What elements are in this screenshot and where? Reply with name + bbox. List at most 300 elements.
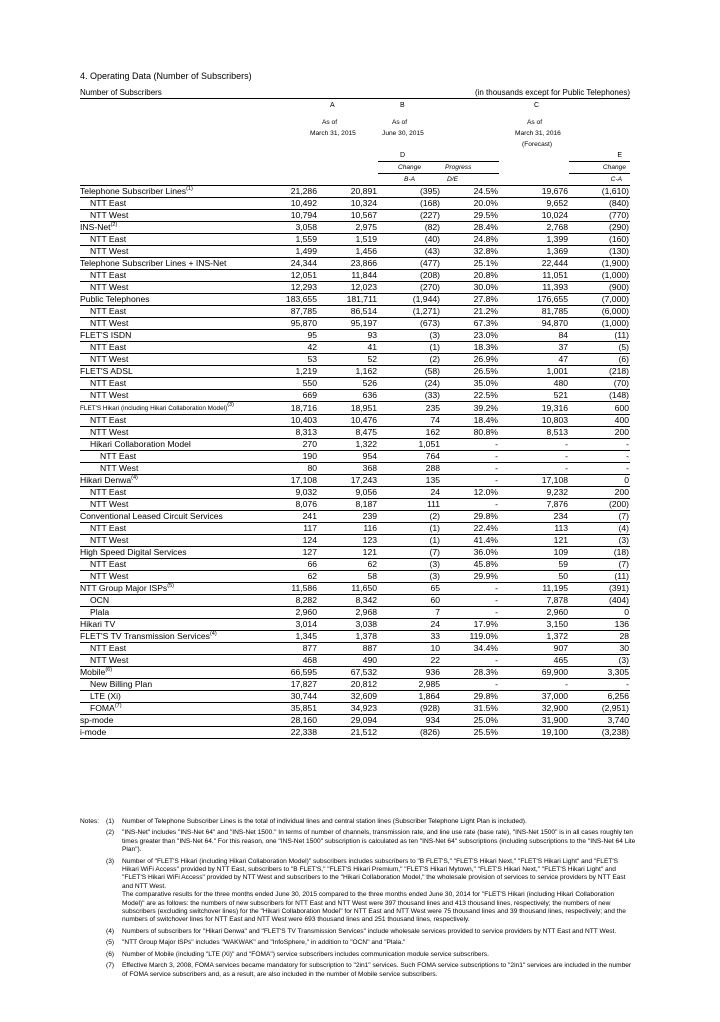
cell-a: 62 <box>258 571 318 583</box>
row-label: Conventional Leased Circuit Services <box>80 511 258 523</box>
cell-ca: (5) <box>569 342 630 354</box>
cell-a: 24,344 <box>258 258 318 270</box>
cell-b: 2,968 <box>318 607 378 619</box>
cell-b: 18,951 <box>318 402 378 415</box>
col-b-date2: June 30, 2015 <box>382 130 424 137</box>
cell-ca: (218) <box>569 366 630 378</box>
cell-a: 183,655 <box>258 294 318 306</box>
cell-a: 95,870 <box>258 318 318 330</box>
cell-b: 20,891 <box>318 186 378 198</box>
cell-de: 35.0% <box>441 378 499 390</box>
table-row <box>80 511 630 523</box>
cell-c: 69,900 <box>499 667 569 679</box>
cell-ca: (1,000) <box>569 270 630 282</box>
footnote-number: (1) <box>106 818 115 825</box>
cell-c: 11,051 <box>499 270 569 282</box>
cell-de: 26.5% <box>441 366 499 378</box>
cell-de: 17.9% <box>441 619 499 631</box>
cell-a: 11,586 <box>258 583 318 595</box>
row-label: NTT East <box>80 643 258 655</box>
cell-b: 32,609 <box>318 691 378 703</box>
cell-b: 526 <box>318 378 378 390</box>
cell-a: 35,851 <box>258 703 318 715</box>
table-row <box>80 463 630 475</box>
cell-de: - <box>441 595 499 607</box>
col-a-date1: As of <box>322 119 338 126</box>
row-label: FLET'S ISDN <box>80 330 258 342</box>
cell-ca: (200) <box>569 499 630 511</box>
cell-c: 50 <box>499 571 569 583</box>
cell-c: 10,024 <box>499 210 569 222</box>
cell-b: 1,456 <box>318 246 378 258</box>
header-date-row-2 <box>80 128 630 139</box>
cell-a: 468 <box>258 655 318 667</box>
cell-de: 32.8% <box>441 246 499 258</box>
cell-ba: 162 <box>378 427 441 439</box>
table-row <box>80 679 630 691</box>
cell-c: 19,100 <box>499 727 569 739</box>
cell-de: - <box>441 655 499 667</box>
cell-a: 3,014 <box>258 619 318 631</box>
cell-de: 26.9% <box>441 354 499 366</box>
cell-a: 10,492 <box>258 198 318 210</box>
row-label: NTT East <box>80 523 258 535</box>
cell-de: 22.5% <box>441 390 499 402</box>
cell-ba: (928) <box>378 703 441 715</box>
cell-ca: (11) <box>569 571 630 583</box>
cell-ba: 135 <box>378 475 441 487</box>
cell-ba: (3) <box>378 330 441 342</box>
cell-ba: 235 <box>378 402 441 415</box>
cell-de: - <box>441 463 499 475</box>
cell-a: 17,108 <box>258 475 318 487</box>
cell-ba: 74 <box>378 415 441 427</box>
row-label: NTT East <box>80 306 258 318</box>
footnote <box>80 928 636 936</box>
cell-a: 117 <box>258 523 318 535</box>
col-b-letter: B <box>400 102 405 109</box>
cell-ba: 2,985 <box>378 679 441 691</box>
subheading-left: Number of Subscribers <box>80 88 162 97</box>
col-change: Change <box>378 162 441 174</box>
cell-ba: (1) <box>378 523 441 535</box>
cell-ca: 6,256 <box>569 691 630 703</box>
cell-a: 9,032 <box>258 487 318 499</box>
cell-a: 28,160 <box>258 715 318 727</box>
cell-de: 31.5% <box>441 703 499 715</box>
cell-a: 12,293 <box>258 282 318 294</box>
cell-ba: (58) <box>378 366 441 378</box>
cell-ca: (7) <box>569 559 630 571</box>
cell-ca: (1,000) <box>569 318 630 330</box>
cell-de: 20.0% <box>441 198 499 210</box>
col-c-date2: March 31, 2016 <box>515 130 561 137</box>
cell-b: 20,812 <box>318 679 378 691</box>
footnote-text: Effective March 3, 2008, FOMA services became mandatory for subscription to "2in1" services. Such FOMA service subscriptions to "2in1" services are included in the number of FOMA service subscribers and, as a result, are also included in the number of Mobile service subscribers. <box>122 962 632 978</box>
cell-b: 490 <box>318 655 378 667</box>
cell-a: 877 <box>258 643 318 655</box>
row-label: INS-Net$^{(2)}$ <box>80 222 258 234</box>
footnote-ref: (2) <box>110 222 118 228</box>
cell-c: - <box>499 451 569 463</box>
cell-de: - <box>441 499 499 511</box>
cell-b: 86,514 <box>318 306 378 318</box>
table-row <box>80 667 630 679</box>
row-label: FLET'S Hikari (including Hikari Collaboration Model)$^{(3)}$ <box>80 402 258 415</box>
row-label: NTT West <box>80 318 258 330</box>
col-a-date2: March 31, 2015 <box>310 130 356 137</box>
cell-a: 87,785 <box>258 306 318 318</box>
subheading-right: (in thousands except for Public Telephones) <box>474 88 630 97</box>
cell-de: 29.5% <box>441 210 499 222</box>
cell-ba: 764 <box>378 451 441 463</box>
cell-a: 22,338 <box>258 727 318 739</box>
cell-ca: 0 <box>569 475 630 487</box>
row-label: NTT East <box>80 270 258 282</box>
cell-b: 116 <box>318 523 378 535</box>
cell-ba: 65 <box>378 583 441 595</box>
cell-de: 80.8% <box>441 427 499 439</box>
row-label: NTT East <box>80 198 258 210</box>
cell-ca: (3,238) <box>569 727 630 739</box>
cell-c: 480 <box>499 378 569 390</box>
cell-a: 8,076 <box>258 499 318 511</box>
cell-ca: (1,610) <box>569 186 630 198</box>
cell-c: 3,150 <box>499 619 569 631</box>
cell-c: 19,676 <box>499 186 569 198</box>
cell-ba: 111 <box>378 499 441 511</box>
cell-c: 907 <box>499 643 569 655</box>
table-row <box>80 475 630 487</box>
cell-de: 21.2% <box>441 306 499 318</box>
footnote-text: Number of Telephone Subscriber Lines is the total of individual lines and central station lines (Subscriber Telephone Light Plan is included). <box>122 818 527 825</box>
cell-ca: (1,900) <box>569 258 630 270</box>
cell-b: 3,038 <box>318 619 378 631</box>
cell-b: 8,187 <box>318 499 378 511</box>
cell-c: - <box>499 679 569 691</box>
cell-ca: (770) <box>569 210 630 222</box>
cell-ba: (477) <box>378 258 441 270</box>
cell-de: 23.0% <box>441 330 499 342</box>
cell-b: 17,243 <box>318 475 378 487</box>
row-label: High Speed Digital Services <box>80 547 258 559</box>
cell-b: 11,650 <box>318 583 378 595</box>
cell-ba: (673) <box>378 318 441 330</box>
cell-a: 550 <box>258 378 318 390</box>
footnote-number: (7) <box>106 962 115 970</box>
cell-b: 239 <box>318 511 378 523</box>
section-title: 4. Operating Data (Number of Subscribers) <box>80 71 252 81</box>
cell-ba: 24 <box>378 487 441 499</box>
row-label: NTT East <box>80 378 258 390</box>
cell-de: - <box>441 475 499 487</box>
cell-ca: 600 <box>569 402 630 415</box>
footnote-number: (5) <box>106 939 115 947</box>
cell-ca: 30 <box>569 643 630 655</box>
cell-b: 67,532 <box>318 667 378 679</box>
cell-c: 1,001 <box>499 366 569 378</box>
cell-de: 12.0% <box>441 487 499 499</box>
table-row <box>80 270 630 282</box>
table-row <box>80 306 630 318</box>
header-change-row <box>80 162 630 174</box>
cell-b: 34,923 <box>318 703 378 715</box>
cell-a: 8,282 <box>258 595 318 607</box>
col-c-date3: (Forecast) <box>522 141 553 148</box>
cell-ba: (3) <box>378 559 441 571</box>
footnote-ref: (4) <box>131 475 138 481</box>
cell-a: 10,794 <box>258 210 318 222</box>
row-label: NTT East <box>80 342 258 354</box>
cell-ca: (148) <box>569 390 630 402</box>
cell-c: 1,399 <box>499 234 569 246</box>
cell-a: 21,286 <box>258 186 318 198</box>
cell-b: 21,512 <box>318 727 378 739</box>
cell-a: 30,744 <box>258 691 318 703</box>
table-row <box>80 366 630 378</box>
cell-de: 27.8% <box>441 294 499 306</box>
cell-ca: (391) <box>569 583 630 595</box>
cell-de: 29.9% <box>441 571 499 583</box>
cell-ca: (70) <box>569 378 630 390</box>
footnote <box>80 829 636 854</box>
table-row <box>80 354 630 366</box>
table-row <box>80 378 630 390</box>
cell-a: 1,345 <box>258 631 318 643</box>
cell-ba: (395) <box>378 186 441 198</box>
cell-c: 32,900 <box>499 703 569 715</box>
row-label: NTT West <box>80 499 258 511</box>
cell-ca: (160) <box>569 234 630 246</box>
cell-c: 10,803 <box>499 415 569 427</box>
cell-b: 8,475 <box>318 427 378 439</box>
cell-ba: (1) <box>378 342 441 354</box>
footnote-text: "INS-Net" includes "INS-Net 64" and "INS-Net 1500." In terms of number of channels, transmission rate, and line use rate (base rate), "INS-Net 1500" is in all cases roughly ten times greater than "INS-Net 64." For this reason, one "INS-Net 1500" subscription is calculated as ten "INS-Net 64" subscriptions (including subscriptions to the "INS-Net 64 Lite Plan"). <box>122 829 636 854</box>
cell-a: 1,219 <box>258 366 318 378</box>
footnote-text-continued: The comparative results for the three months ended June 30, 2015 compared to the three months ended June 30, 2014 for "FLET'S Hikari (including Hikari Collaboration Model)" are as follows: the numbers of new subscribers for NTT East and NTT West were 397 thousand lines and 413 thousand lines, respectively; the numbers of new subscribers (excluding switchover lines) for the "Hikari Collaboration Model" for NTT East and NTT West were 75 thousand lines and 39 thousand lines, respectively; and the numbers of switchover lines for NTT East and NTT West were 693 thousand lines and 251 thousand lines, respectively. <box>122 891 626 924</box>
cell-ca: (3) <box>569 535 630 547</box>
table-row <box>80 619 630 631</box>
cell-de: 28.4% <box>441 222 499 234</box>
cell-ca: 200 <box>569 427 630 439</box>
row-label: Telephone Subscriber Lines + INS-Net <box>80 258 258 270</box>
cell-c: 22,444 <box>499 258 569 270</box>
cell-de: 29.8% <box>441 691 499 703</box>
table-row <box>80 330 630 342</box>
cell-ba: 33 <box>378 631 441 643</box>
cell-ca: (404) <box>569 595 630 607</box>
cell-ba: (270) <box>378 282 441 294</box>
cell-ba: 1,051 <box>378 439 441 451</box>
cell-ca: (900) <box>569 282 630 294</box>
row-label: NTT West <box>80 655 258 667</box>
footnotes <box>80 818 636 982</box>
cell-c: 176,655 <box>499 294 569 306</box>
cell-ba: (168) <box>378 198 441 210</box>
col-de: D/E <box>441 174 499 186</box>
footnote <box>80 951 636 959</box>
footnote <box>80 939 636 947</box>
cell-de: 67.3% <box>441 318 499 330</box>
footnote-ref: (3) <box>227 402 234 408</box>
cell-b: 2,975 <box>318 222 378 234</box>
table-row <box>80 595 630 607</box>
row-label: OCN <box>80 595 258 607</box>
cell-de: 24.8% <box>441 234 499 246</box>
footnote-ref: (4) <box>209 631 217 637</box>
table-row <box>80 715 630 727</box>
cell-ca: - <box>569 463 630 475</box>
table-row <box>80 210 630 222</box>
cell-ca: 3,740 <box>569 715 630 727</box>
cell-c: 113 <box>499 523 569 535</box>
cell-c: 9,652 <box>499 198 569 210</box>
row-label: NTT West <box>80 535 258 547</box>
cell-c: 37,000 <box>499 691 569 703</box>
table-row <box>80 571 630 583</box>
cell-ca: (11) <box>569 330 630 342</box>
footnote-text: Number of "FLET'S Hikari (including Hikari Collaboration Model)" subscribers includes subscribers to "B FLET'S," "FLET'S Hikari Next," "FLET'S Hikari Light" and "FLET'S Hikari WiFi Access" provided by NTT East, subscribers to "B FLET'S," "FLET'S Hikari Premium," "FLET'S Hikari Mytown," "FLET'S Hikari Next," "FLET'S Hikari Light" and "FLET'S Hikari WiFi Access" provided by NTT West and subscribers to the "Hikari Collaboration Model," the wholesale provision of services to service providers by NTT East and NTT West. <box>122 857 626 890</box>
footnote-ref: (7) <box>114 703 122 709</box>
table-row <box>80 222 630 234</box>
cell-de: 18.4% <box>441 415 499 427</box>
cell-b: 10,324 <box>318 198 378 210</box>
cell-b: 1,378 <box>318 631 378 643</box>
table-row <box>80 703 630 715</box>
cell-ca: - <box>569 679 630 691</box>
row-label: FLET'S ADSL <box>80 366 258 378</box>
cell-ca: (18) <box>569 547 630 559</box>
row-label: Hikari Denwa$^{(4)}$ <box>80 475 258 487</box>
cell-a: 18,716 <box>258 402 318 415</box>
cell-ba: 24 <box>378 619 441 631</box>
cell-ba: (826) <box>378 727 441 739</box>
table-row <box>80 294 630 306</box>
cell-de: 25.5% <box>441 727 499 739</box>
cell-b: 636 <box>318 390 378 402</box>
cell-ba: (33) <box>378 390 441 402</box>
table-row <box>80 727 630 739</box>
cell-c: 465 <box>499 655 569 667</box>
row-label: sp-mode <box>80 715 258 727</box>
cell-de: 39.2% <box>441 402 499 415</box>
cell-ca: 3,305 <box>569 667 630 679</box>
cell-c: 8,513 <box>499 427 569 439</box>
cell-c: 109 <box>499 547 569 559</box>
cell-a: 270 <box>258 439 318 451</box>
cell-ca: (3) <box>569 655 630 667</box>
row-label: NTT West <box>80 427 258 439</box>
row-label: Telephone Subscriber Lines$^{(1)}$ <box>80 186 258 198</box>
table-row <box>80 186 630 198</box>
cell-b: 123 <box>318 535 378 547</box>
footnote-text: Numbers of subscribers for "Hikari Denwa" and "FLET'S TV Transmission Services" include wholesale services provided to service providers by NTT East and NTT West. <box>122 927 617 935</box>
row-label: NTT East <box>80 559 258 571</box>
cell-de: - <box>441 439 499 451</box>
col-change-2: Change <box>569 162 630 174</box>
cell-b: 23,866 <box>318 258 378 270</box>
cell-ba: 1,864 <box>378 691 441 703</box>
cell-b: 29,094 <box>318 715 378 727</box>
col-progress: Progress <box>441 162 499 174</box>
cell-ba: (1) <box>378 535 441 547</box>
cell-c: 94,870 <box>499 318 569 330</box>
cell-b: 8,342 <box>318 595 378 607</box>
header-de-row <box>80 150 630 162</box>
cell-ca: (4) <box>569 523 630 535</box>
cell-a: 127 <box>258 547 318 559</box>
row-label: NTT East <box>80 415 258 427</box>
table-row <box>80 342 630 354</box>
row-label: NTT West <box>80 210 258 222</box>
cell-ca: 0 <box>569 607 630 619</box>
cell-b: 41 <box>318 342 378 354</box>
cell-b: 10,567 <box>318 210 378 222</box>
cell-ca: (7) <box>569 511 630 523</box>
cell-b: 887 <box>318 643 378 655</box>
cell-ba: (208) <box>378 270 441 282</box>
cell-ba: (7) <box>378 547 441 559</box>
cell-c: - <box>499 439 569 451</box>
row-label: NTT East <box>80 487 258 499</box>
footnote-number: (3) <box>106 857 115 865</box>
header-date-row-1 <box>80 117 630 128</box>
footnote-number: (2) <box>106 829 115 837</box>
cell-a: 124 <box>258 535 318 547</box>
cell-b: 9,056 <box>318 487 378 499</box>
cell-c: 19,316 <box>499 402 569 415</box>
footnote-text: Number of Mobile (including "LTE (Xi)" and "FOMA") service subscribers includes communication module service subscribers. <box>122 950 489 958</box>
cell-a: 17,827 <box>258 679 318 691</box>
cell-b: 62 <box>318 559 378 571</box>
cell-c: 59 <box>499 559 569 571</box>
cell-ca: 28 <box>569 631 630 643</box>
cell-de: - <box>441 583 499 595</box>
cell-a: 95 <box>258 330 318 342</box>
footnote <box>80 962 636 979</box>
cell-ca: 400 <box>569 415 630 427</box>
table-row <box>80 451 630 463</box>
cell-c: 2,768 <box>499 222 569 234</box>
table-row <box>80 607 630 619</box>
cell-ca: (840) <box>569 198 630 210</box>
cell-ba: (2) <box>378 511 441 523</box>
table-row <box>80 643 630 655</box>
cell-ca: 136 <box>569 619 630 631</box>
cell-c: 17,108 <box>499 475 569 487</box>
cell-de: 28.3% <box>441 667 499 679</box>
row-label: FOMA$^{(7)}$ <box>80 703 258 715</box>
cell-c: 11,195 <box>499 583 569 595</box>
cell-ba: (1,944) <box>378 294 441 306</box>
table-row <box>80 234 630 246</box>
cell-ba: 60 <box>378 595 441 607</box>
cell-de: - <box>441 679 499 691</box>
cell-c: 11,393 <box>499 282 569 294</box>
row-label: LTE (Xi) <box>80 691 258 703</box>
cell-c: - <box>499 463 569 475</box>
cell-ca: - <box>569 451 630 463</box>
cell-b: 1,322 <box>318 439 378 451</box>
row-label: Public Telephones <box>80 294 258 306</box>
cell-c: 7,878 <box>499 595 569 607</box>
cell-ba: 936 <box>378 667 441 679</box>
row-label: Hikari TV <box>80 619 258 631</box>
cell-ba: (43) <box>378 246 441 258</box>
table-row <box>80 439 630 451</box>
table-row <box>80 246 630 258</box>
cell-de: 29.8% <box>441 511 499 523</box>
